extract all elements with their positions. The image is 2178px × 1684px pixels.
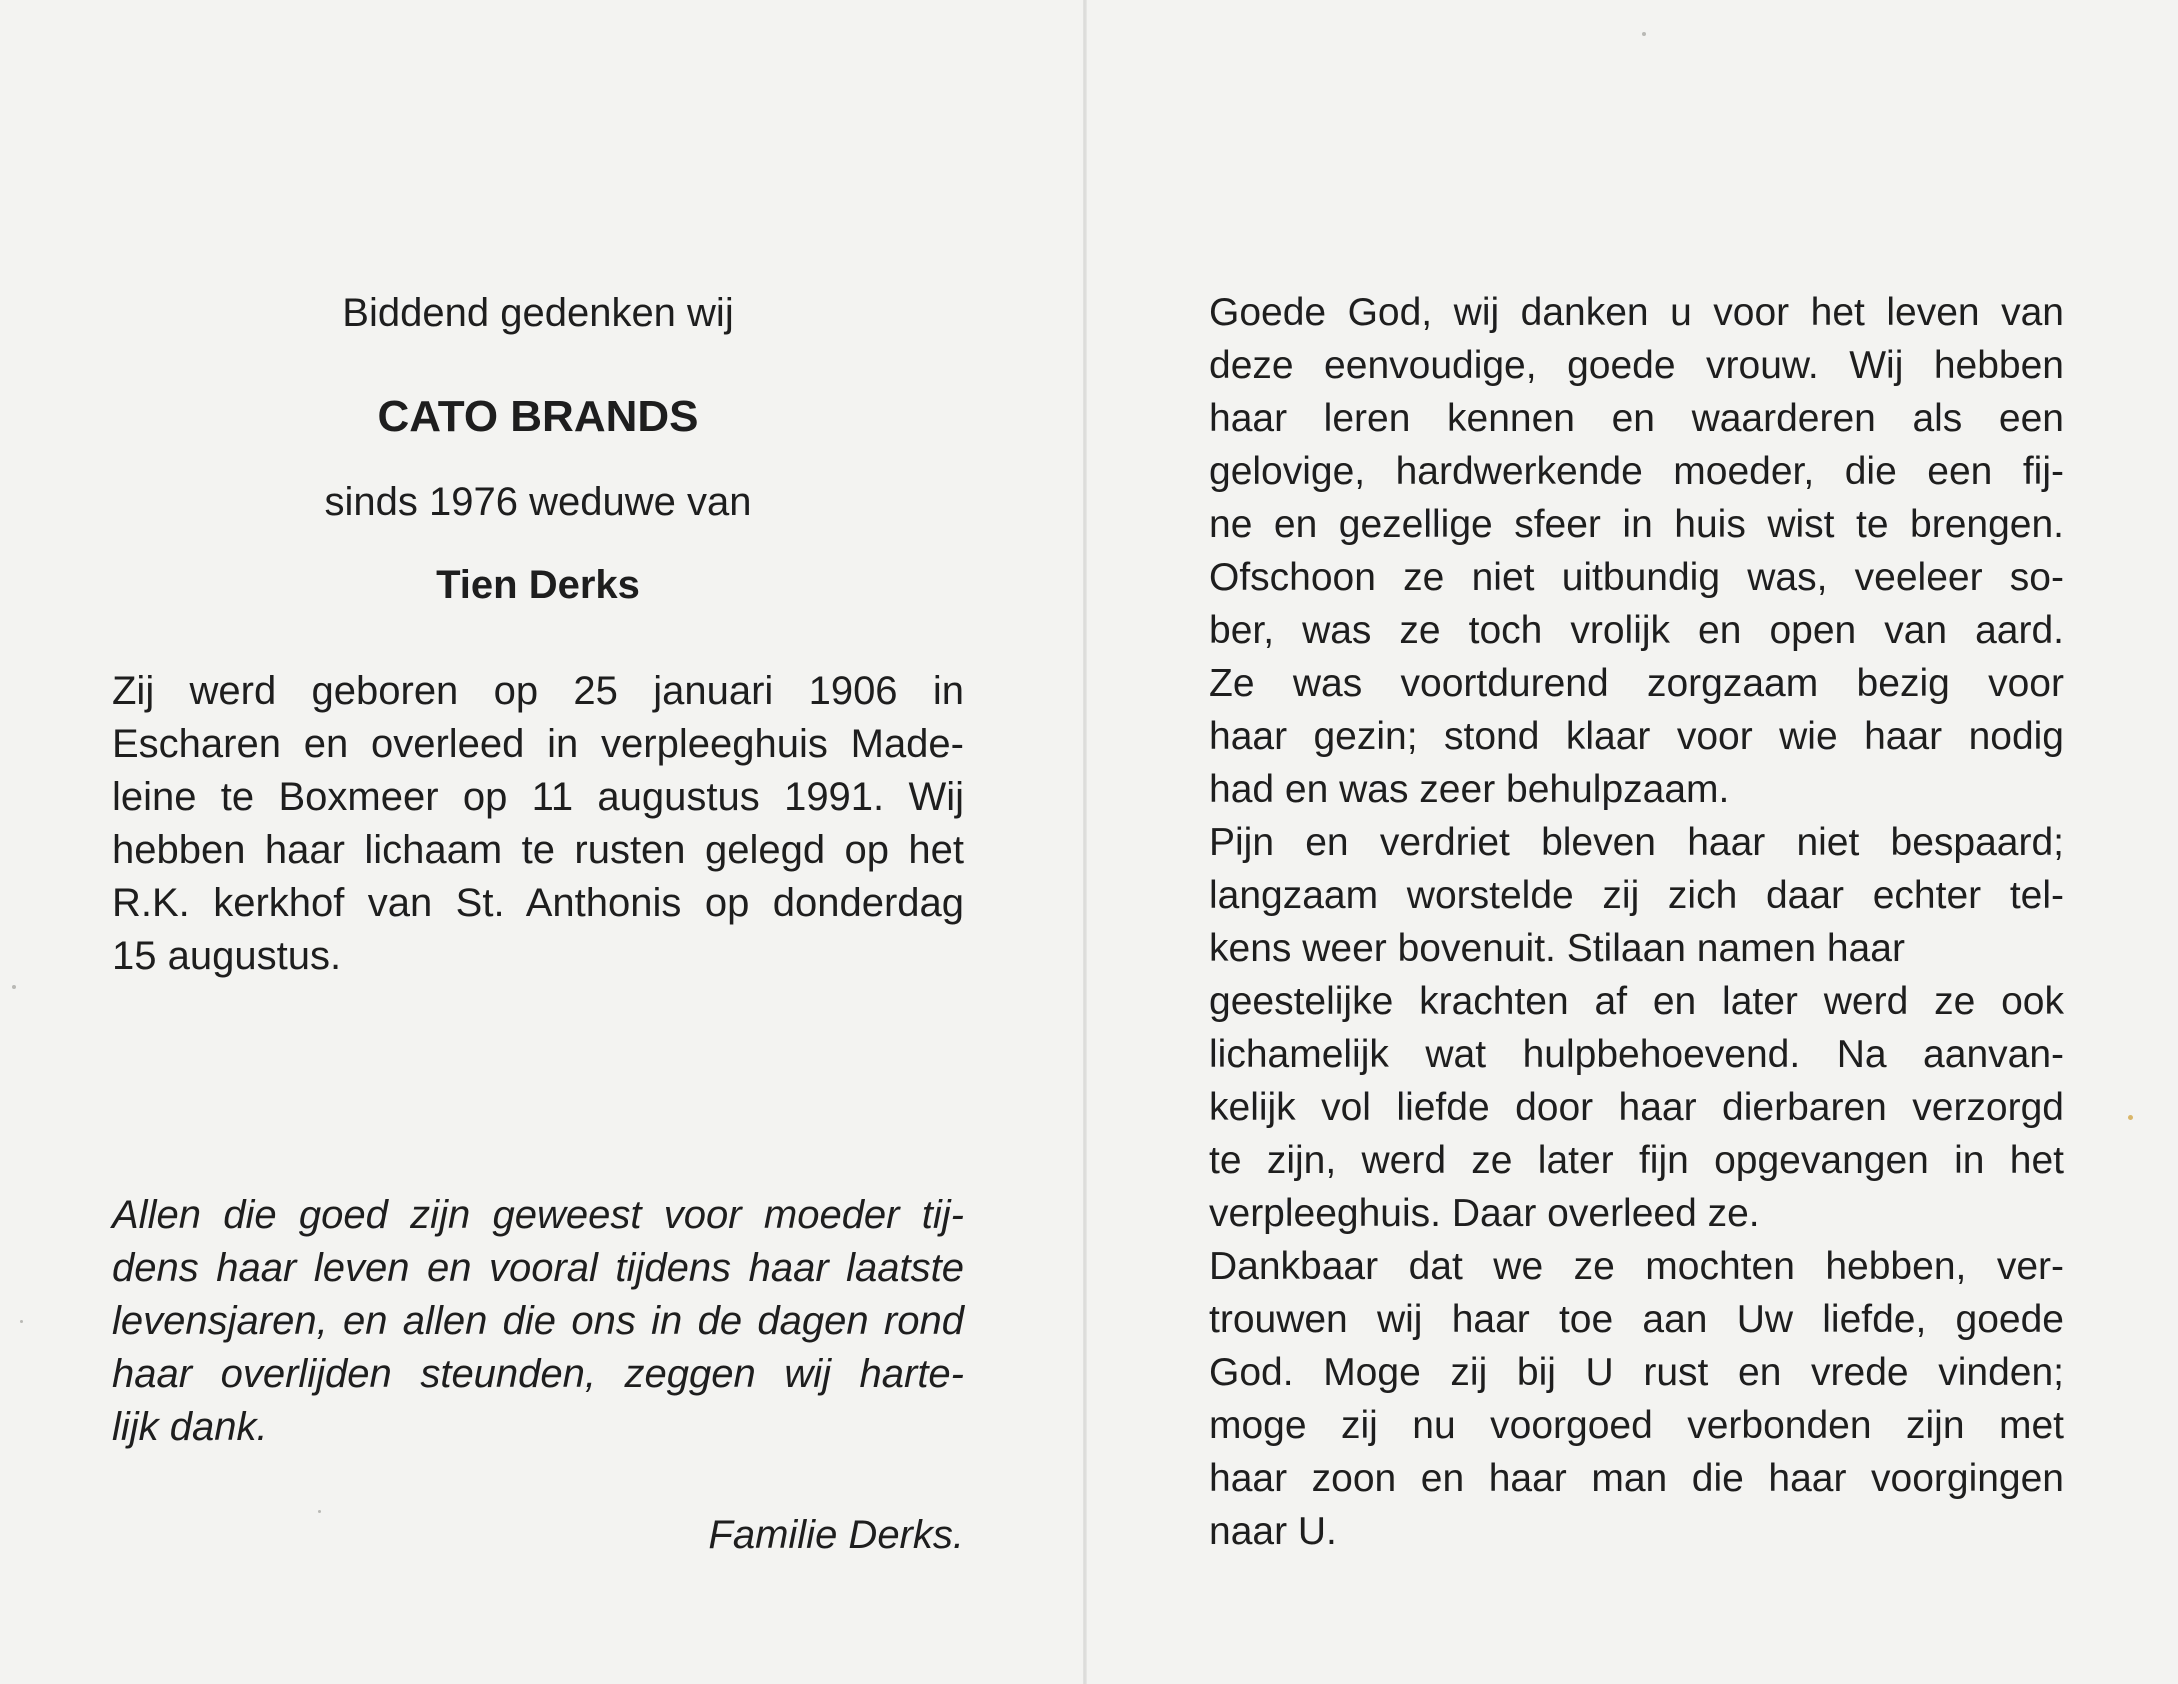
prayer-line: verpleeghuis. Daar overleed ze. — [1209, 1192, 1760, 1235]
prayer-line: trouwen wij haar toe aan Uw liefde, goede — [1209, 1298, 2064, 1341]
prayer-line: geestelijke krachten af en later werd ze ook — [1209, 980, 2064, 1023]
thanks-line: Allen die goed zijn geweest voor moeder tij- — [112, 1193, 964, 1237]
paper-speck — [20, 1320, 23, 1323]
prayer-line: Dankbaar dat we ze mochten hebben, ver- — [1209, 1245, 2064, 1288]
paper-speck — [2128, 1115, 2133, 1120]
prayer-line: langzaam worstelde zij zich daar echter tel- — [1209, 874, 2064, 917]
widow-since-text: sinds 1976 weduwe van — [324, 480, 752, 524]
prayer-line: kelijk vol liefde door haar dierbaren verzorgd — [1209, 1086, 2064, 1129]
prayer-line: Ze was voortdurend zorgzaam bezig voor — [1209, 662, 2064, 705]
paper-speck — [318, 1510, 321, 1513]
thanks-line: haar overlijden steunden, zeggen wij harte- — [112, 1352, 964, 1396]
prayer-line: had en was zeer behulpzaam. — [1209, 768, 1730, 811]
bio-line: leine te Boxmeer op 11 augustus 1991. Wij — [112, 775, 964, 819]
bio-line: Zij werd geboren op 25 januari 1906 in — [112, 669, 964, 713]
prayer-line: ber, was ze toch vrolijk en open van aard. — [1209, 609, 2064, 652]
thanks-line: dens haar leven en vooral tijdens haar laatste — [112, 1246, 964, 1290]
prayer-line: Goede God, wij danken u voor het leven van — [1209, 291, 2064, 334]
thanks-line: levensjaren, en allen die ons in de dagen rond — [112, 1299, 964, 1343]
family-signature: Familie Derks. — [708, 1513, 964, 1557]
prayer-line: haar leren kennen en waarderen als een — [1209, 397, 2064, 440]
prayer-line: God. Moge zij bij U rust en vrede vinden; — [1209, 1351, 2064, 1394]
prayer-line: gelovige, hardwerkende moeder, die een fij- — [1209, 450, 2064, 493]
paper-speck — [1642, 32, 1646, 36]
prayer-line: haar zoon en haar man die haar voorgingen — [1209, 1457, 2064, 1500]
prayer-line: moge zij nu voorgoed verbonden zijn met — [1209, 1404, 2064, 1447]
bio-line: 15 augustus. — [112, 934, 342, 978]
thanks-line: lijk dank. — [112, 1405, 268, 1449]
prayer-line: naar U. — [1209, 1510, 1337, 1553]
intro-text: Biddend gedenken wij — [342, 291, 734, 335]
deceased-name: CATO BRANDS — [377, 392, 699, 441]
prayer-line: haar gezin; stond klaar voor wie haar nodig — [1209, 715, 2064, 758]
prayer-line: Ofschoon ze niet uitbundig was, veeleer so- — [1209, 556, 2064, 599]
prayer-line: ne en gezellige sfeer in huis wist te brengen. — [1209, 503, 2064, 546]
prayer-line: deze eenvoudige, goede vrouw. Wij hebben — [1209, 344, 2064, 387]
right-panel — [1209, 0, 2064, 1684]
prayer-line: Pijn en verdriet bleven haar niet bespaard; — [1209, 821, 2064, 864]
bio-line: R.K. kerkhof van St. Anthonis op donderdag — [112, 881, 964, 925]
husband-name: Tien Derks — [436, 563, 640, 607]
prayer-line: lichamelijk wat hulpbehoevend. Na aanvan- — [1209, 1033, 2064, 1076]
left-panel — [112, 0, 964, 1684]
prayer-line: te zijn, werd ze later fijn opgevangen in het — [1209, 1139, 2064, 1182]
bio-line: Escharen en overleed in verpleeghuis Made- — [112, 722, 964, 766]
prayer-line: kens weer bovenuit. Stilaan namen haar — [1209, 927, 1905, 970]
bio-line: hebben haar lichaam te rusten gelegd op het — [112, 828, 964, 872]
card-fold — [1083, 0, 1087, 1684]
paper-speck — [12, 985, 16, 989]
